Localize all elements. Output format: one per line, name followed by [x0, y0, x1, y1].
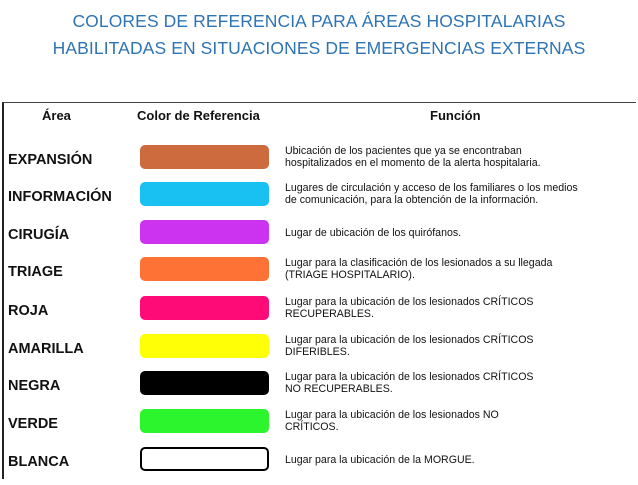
area-label: NEGRA: [8, 378, 61, 394]
area-label: AMARILLA: [8, 341, 84, 357]
function-text: [285, 296, 630, 320]
color-swatch: [140, 334, 269, 358]
function-line-2: CRÍTICOS.: [285, 421, 339, 433]
area-label: CIRUGÍA: [8, 227, 70, 243]
function-line-2: NO RECUPERABLES.: [285, 383, 393, 395]
area-label: ROJA: [8, 303, 49, 319]
table-row: [0, 182, 638, 220]
table-row: [0, 220, 638, 258]
function-line-1: Lugar para la ubicación de la MORGUE.: [285, 454, 475, 466]
color-swatch: [140, 296, 269, 320]
function-text: [285, 182, 630, 206]
function-text: [285, 454, 630, 466]
function-text: [285, 334, 630, 358]
function-text: [285, 371, 630, 395]
function-text: [285, 227, 630, 239]
function-text: [285, 257, 630, 281]
table-row: [0, 257, 638, 295]
color-swatch: [140, 371, 269, 395]
header-color: Color de Referencia: [137, 108, 260, 123]
table-row: [0, 447, 638, 485]
area-label: EXPANSIÓN: [8, 152, 93, 168]
title-line-2: HABILITADAS EN SITUACIONES DE EMERGENCIAS EXTERNAS: [52, 38, 586, 58]
table-row: [0, 296, 638, 334]
area-label: BLANCA: [8, 454, 70, 470]
function-line-1: Lugar de ubicación de los quirófanos.: [285, 227, 462, 239]
area-label: INFORMACIÓN: [8, 189, 112, 205]
color-swatch: [140, 220, 269, 244]
title-line-1: COLORES DE REFERENCIA PARA ÁREAS HOSPITALARIAS: [72, 11, 566, 31]
function-line-1: Ubicación de los pacientes que ya se encontraban: [285, 145, 522, 157]
header-funcion: Función: [430, 108, 481, 123]
page-title: [0, 8, 638, 62]
function-line-1: Lugar para la ubicación de los lesionados CRÍTICOS: [285, 334, 534, 346]
function-line-1: Lugar para la ubicación de los lesionados CRÍTICOS: [285, 296, 534, 308]
function-line-2: hospitalizados en el momento de la alerta hospitalaria.: [285, 157, 541, 169]
color-swatch: [140, 145, 269, 169]
color-swatch: [140, 182, 269, 206]
function-line-2: (TRIAGE HOSPITALARIO).: [285, 269, 415, 281]
function-line-2: de comunicación, para la obtención de la información.: [285, 194, 539, 206]
function-line-1: Lugares de circulación y acceso de los familiares o los medios: [285, 182, 578, 194]
function-line-1: Lugar para la ubicación de los lesionados NO: [285, 409, 499, 421]
color-swatch: [140, 447, 269, 471]
color-swatch: [140, 257, 269, 281]
table-row: [0, 334, 638, 372]
table-row: [0, 371, 638, 409]
function-line-2: DIFERIBLES.: [285, 346, 350, 358]
function-line-1: Lugar para la clasificación de los lesionados a su llegada: [285, 257, 553, 269]
function-line-2: RECUPERABLES.: [285, 308, 374, 320]
function-text: [285, 409, 630, 433]
table-row: [0, 145, 638, 183]
function-text: [285, 145, 630, 169]
area-label: TRIAGE: [8, 264, 63, 280]
function-line-1: Lugar para la ubicación de los lesionados CRÍTICOS: [285, 371, 534, 383]
table-row: [0, 409, 638, 447]
header-area: Área: [42, 108, 71, 123]
area-label: VERDE: [8, 416, 58, 432]
color-swatch: [140, 409, 269, 433]
